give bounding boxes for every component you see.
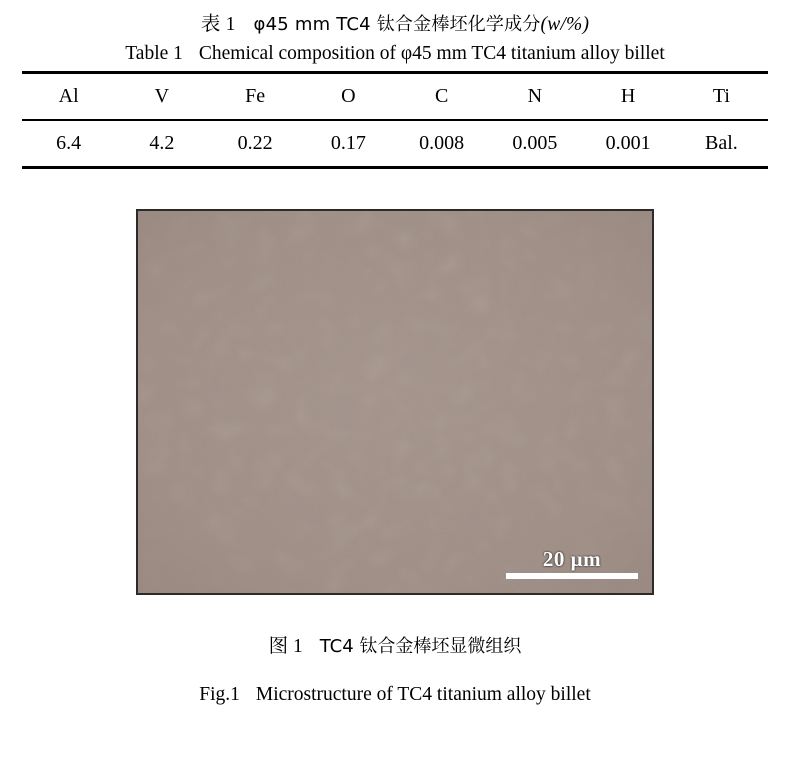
micrograph-image	[136, 209, 654, 595]
table-header-cell: Al	[58, 85, 79, 107]
table-cell: 6.4	[56, 131, 82, 154]
table-caption-cn-unit: (w/%)	[540, 14, 590, 35]
table-cell: 0.008	[419, 131, 465, 154]
table-caption-chinese	[22, 8, 768, 36]
table-caption-cn-label: 表 1	[200, 14, 236, 35]
table-cell: 0.001	[605, 131, 651, 154]
figure-block	[0, 209, 790, 706]
table-caption-en-text: Chemical composition of φ45 mm TC4 titanium alloy billet	[198, 43, 665, 64]
table-header-cell: C	[434, 85, 449, 107]
table-caption-cn-text: φ45 mm TC4 钛合金棒坯化学成分	[253, 14, 541, 35]
figure-caption-cn-label: 图 1	[268, 635, 303, 657]
table-block	[22, 0, 768, 169]
composition-table	[22, 74, 768, 119]
table-header-cell: V	[154, 85, 170, 107]
scale-bar	[506, 548, 638, 579]
table-header-cell: Fe	[245, 85, 266, 107]
table-header-row	[22, 74, 768, 119]
figure-caption-english	[0, 684, 790, 706]
table-cell: 0.17	[330, 131, 366, 154]
table-header-cell: Ti	[712, 85, 730, 107]
scale-bar-line	[506, 573, 638, 579]
table-cell: 4.2	[149, 131, 175, 154]
microstructure-svg	[138, 211, 652, 593]
figure-caption-chinese	[0, 630, 790, 658]
table-header-cell: O	[341, 85, 356, 107]
table-cell: 0.22	[237, 131, 273, 154]
table-bottom-rule	[22, 166, 768, 169]
table-row	[22, 121, 768, 166]
scale-bar-label: 20 μm	[542, 546, 602, 571]
figure-caption-en-label: Fig.1	[199, 683, 240, 705]
figure-caption-cn-text: TC4 钛合金棒坯显微组织	[319, 635, 522, 657]
table-header-cell: H	[620, 85, 636, 107]
table-cell: 0.005	[512, 131, 558, 154]
table-header-cell: N	[527, 85, 543, 107]
table-caption-en-label: Table 1	[125, 43, 183, 64]
composition-table-body	[22, 121, 768, 166]
table-caption-english	[22, 43, 768, 65]
table-cell: Bal.	[704, 131, 738, 154]
figure-caption-en-text: Microstructure of TC4 titanium alloy billet	[255, 683, 591, 705]
